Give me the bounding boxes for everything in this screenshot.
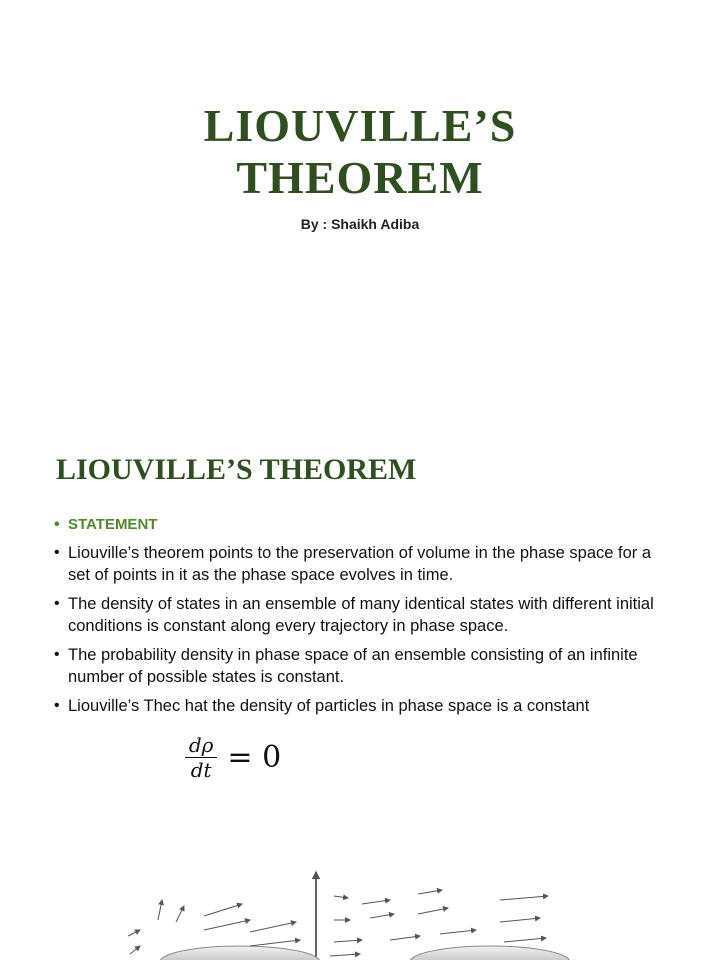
- phase-space-flow-diagram: [100, 870, 620, 960]
- main-title-line2: THEOREM: [236, 152, 484, 203]
- phase-volume-left: [160, 946, 320, 960]
- bullet-item: • Liouville’s Thec hat the density of particles in phase space is a constant: [54, 695, 674, 717]
- formula-rhs: = 0: [227, 739, 282, 775]
- bullet-item: • The probability density in phase space of an ensemble consisting of an infinite number of possible states is constant.: [54, 644, 674, 688]
- liouville-formula: [158, 728, 308, 786]
- main-title: [0, 100, 720, 204]
- slide-title: LIOUVILLE’S THEOREM: [56, 453, 417, 486]
- formula-fraction: [185, 734, 218, 781]
- bullet-item: • Liouville’s theorem points to the preservation of volume in the phase space for a set of points in it as the phase space evolves in time.: [54, 542, 674, 586]
- statement-slide: [0, 420, 720, 960]
- formula-numerator: dρ: [185, 734, 218, 758]
- statement-heading: • STATEMENT: [54, 514, 674, 536]
- author-byline: By : Shaikh Adiba: [300, 216, 420, 232]
- formula-denominator: dt: [190, 757, 212, 782]
- main-title-line1: LIOUVILLE’S: [203, 100, 517, 151]
- bullet-list: [54, 514, 674, 724]
- title-slide: [0, 0, 720, 420]
- phase-volume-right: [410, 946, 570, 960]
- bullet-item: • The density of states in an ensemble of many identical states with different initial conditions is constant along every trajectory in phase space.: [54, 593, 674, 637]
